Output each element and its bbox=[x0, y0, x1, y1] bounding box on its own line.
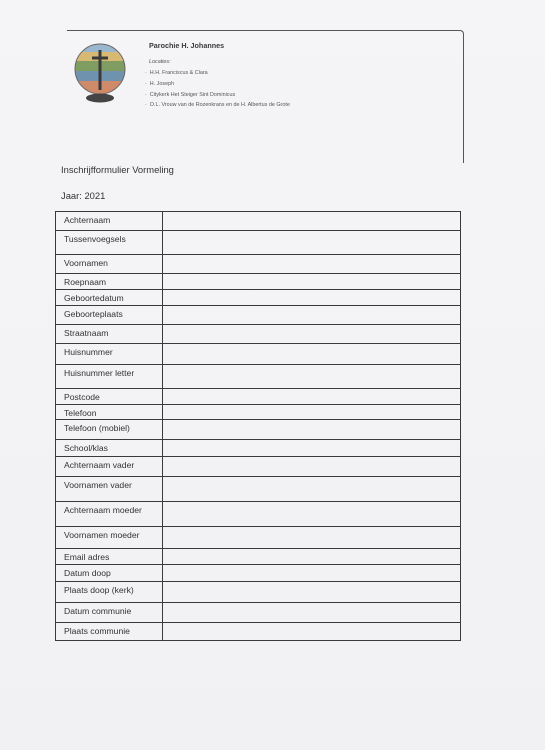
registration-table bbox=[55, 211, 461, 641]
field-label-email-adres: Email adres bbox=[56, 549, 163, 565]
table-row bbox=[56, 420, 461, 440]
field-label-geboorteplaats: Geboorteplaats bbox=[56, 306, 163, 325]
table-row bbox=[56, 549, 461, 565]
field-input-tussenvoegsels[interactable] bbox=[163, 231, 461, 255]
table-row bbox=[56, 325, 461, 344]
field-input-huisnummer[interactable] bbox=[163, 344, 461, 365]
table-row bbox=[56, 502, 461, 527]
field-input-achternaam-vader[interactable] bbox=[163, 457, 461, 477]
table-row bbox=[56, 389, 461, 405]
table-row bbox=[56, 306, 461, 325]
table-row bbox=[56, 274, 461, 290]
field-input-straatnaam[interactable] bbox=[163, 325, 461, 344]
field-input-voornamen[interactable] bbox=[163, 255, 461, 274]
field-input-achternaam-moeder[interactable] bbox=[163, 502, 461, 527]
field-input-roepnaam[interactable] bbox=[163, 274, 461, 290]
field-input-achternaam[interactable] bbox=[163, 212, 461, 231]
field-label-huisnummer-letter: Huisnummer letter bbox=[56, 365, 163, 389]
field-input-datum-doop[interactable] bbox=[163, 565, 461, 582]
field-input-plaats-doop[interactable] bbox=[163, 582, 461, 603]
field-input-geboorteplaats[interactable] bbox=[163, 306, 461, 325]
table-row bbox=[56, 344, 461, 365]
field-label-roepnaam: Roepnaam bbox=[56, 274, 163, 290]
table-row bbox=[56, 565, 461, 582]
field-label-telefoon-mobiel: Telefoon (mobiel) bbox=[56, 420, 163, 440]
org-name: Parochie H. Johannes bbox=[149, 41, 225, 50]
table-row bbox=[56, 603, 461, 623]
field-label-tussenvoegsels: Tussenvoegsels bbox=[56, 231, 163, 255]
field-label-datum-doop: Datum doop bbox=[56, 565, 163, 582]
locations-heading: Locaties: bbox=[149, 59, 171, 65]
field-label-geboortedatum: Geboortedatum bbox=[56, 290, 163, 306]
form-year: Jaar: 2021 bbox=[61, 190, 106, 201]
field-input-telefoon[interactable] bbox=[163, 405, 461, 420]
field-input-plaats-communie[interactable] bbox=[163, 623, 461, 641]
field-label-voornamen: Voornamen bbox=[56, 255, 163, 274]
table-row bbox=[56, 527, 461, 549]
table-row bbox=[56, 457, 461, 477]
table-row bbox=[56, 405, 461, 420]
parish-logo bbox=[72, 38, 128, 110]
location-item: · O.L. Vrouw van de Rozenkrans en de H. Albertus de Grote bbox=[145, 100, 290, 111]
field-label-telefoon: Telefoon bbox=[56, 405, 163, 420]
location-item: · H.H. Franciscus & Clara bbox=[145, 68, 290, 79]
form-title: Inschrijfformulier Vormeling bbox=[61, 164, 174, 175]
table-row bbox=[56, 255, 461, 274]
field-input-voornamen-moeder[interactable] bbox=[163, 527, 461, 549]
field-input-datum-communie[interactable] bbox=[163, 603, 461, 623]
field-input-telefoon-mobiel[interactable] bbox=[163, 420, 461, 440]
field-input-voornamen-vader[interactable] bbox=[163, 477, 461, 502]
table-row bbox=[56, 212, 461, 231]
field-input-school-klas bbox=[163, 440, 461, 457]
table-row bbox=[56, 440, 461, 457]
field-label-huisnummer: Huisnummer bbox=[56, 344, 163, 365]
field-label-voornamen-moeder: Voornamen moeder bbox=[56, 527, 163, 549]
field-label-achternaam-vader: Achternaam vader bbox=[56, 457, 163, 477]
field-label-achternaam-moeder: Achternaam moeder bbox=[56, 502, 163, 527]
field-label-plaats-doop: Plaats doop (kerk) bbox=[56, 582, 163, 603]
locations-list bbox=[145, 68, 290, 111]
table-row bbox=[56, 365, 461, 389]
location-item: · H. Joseph bbox=[145, 79, 290, 90]
table-row bbox=[56, 290, 461, 306]
field-input-huisnummer-letter[interactable] bbox=[163, 365, 461, 389]
field-label-postcode: Postcode bbox=[56, 389, 163, 405]
field-label-datum-communie: Datum communie bbox=[56, 603, 163, 623]
table-row bbox=[56, 477, 461, 502]
table-row bbox=[56, 623, 461, 641]
location-item: · Citykerk Het Steiger Sint Dominicus bbox=[145, 90, 290, 101]
field-input-geboortedatum[interactable] bbox=[163, 290, 461, 306]
field-label-straatnaam: Straatnaam bbox=[56, 325, 163, 344]
field-input-email-adres[interactable] bbox=[163, 549, 461, 565]
field-label-school-klas: School/klas bbox=[56, 440, 163, 457]
field-input-postcode[interactable] bbox=[163, 389, 461, 405]
table-row bbox=[56, 582, 461, 603]
field-label-achternaam: Achternaam bbox=[56, 212, 163, 231]
table-row bbox=[56, 231, 461, 255]
field-label-voornamen-vader: Voornamen vader bbox=[56, 477, 163, 502]
field-label-plaats-communie: Plaats communie bbox=[56, 623, 163, 641]
